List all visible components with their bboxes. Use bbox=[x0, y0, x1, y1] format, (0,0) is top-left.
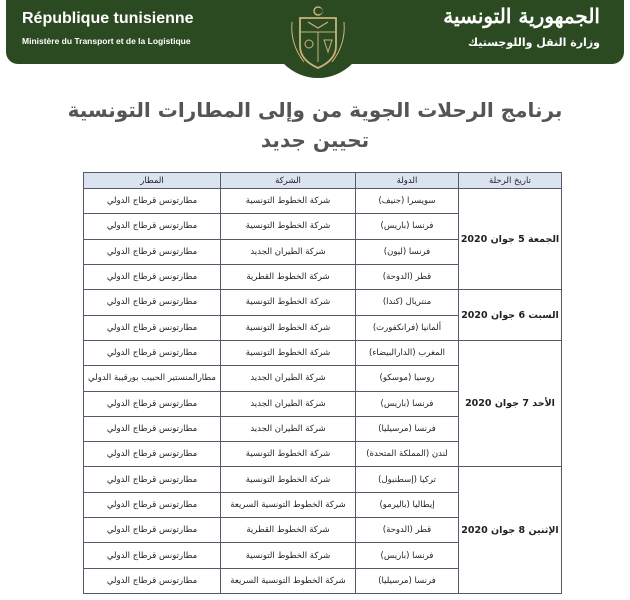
company-cell: شركة الطيران الجديد bbox=[221, 366, 356, 391]
company-cell: شركة الخطوط القطرية bbox=[221, 264, 356, 289]
table-row bbox=[84, 189, 562, 214]
country-cell: فرنسا (باريس) bbox=[356, 391, 459, 416]
flight-date-cell: السبت 6 جوان 2020 bbox=[459, 290, 562, 341]
document-subtitle: تحيين جديد bbox=[260, 128, 370, 152]
document-title: برنامج الرحلات الجوية من وإلى المطارات التونسية bbox=[67, 98, 563, 122]
country-cell: روسيا (موسكو) bbox=[356, 366, 459, 391]
company-cell: شركة الخطوط التونسية bbox=[221, 543, 356, 568]
header-airport: المطار bbox=[84, 173, 221, 189]
company-cell: شركة الخطوط التونسية السريعة bbox=[221, 492, 356, 517]
airport-cell: مطارتونس قرطاج الدولي bbox=[84, 543, 221, 568]
table-row bbox=[84, 290, 562, 315]
country-cell: فرنسا (ليون) bbox=[356, 239, 459, 264]
country-cell: قطر (الدوحة) bbox=[356, 518, 459, 543]
flight-date-cell: الإثنين 8 جوان 2020 bbox=[459, 467, 562, 594]
country-cell: منتريال (كندا) bbox=[356, 290, 459, 315]
airport-cell: مطارتونس قرطاج الدولي bbox=[84, 340, 221, 365]
airport-cell: مطارتونس قرطاج الدولي bbox=[84, 391, 221, 416]
header-date: تاريخ الرحلة bbox=[459, 173, 562, 189]
country-cell: سويسرا (جنيف) bbox=[356, 189, 459, 214]
company-cell: شركة الخطوط التونسية bbox=[221, 340, 356, 365]
airport-cell: مطارتونس قرطاج الدولي bbox=[84, 239, 221, 264]
flight-date-cell: الأحد 7 جوان 2020 bbox=[459, 340, 562, 467]
country-cell: إيطاليا (باليرمو) bbox=[356, 492, 459, 517]
banner-title-ar: الجمهورية التونسية bbox=[443, 4, 600, 28]
company-cell: شركة الخطوط التونسية bbox=[221, 189, 356, 214]
country-cell: تركيا (إسطنبول) bbox=[356, 467, 459, 492]
airport-cell: مطارالمنستير الحبيب بورقيبة الدولي bbox=[84, 366, 221, 391]
company-cell: شركة الطيران الجديد bbox=[221, 239, 356, 264]
airport-cell: مطارتونس قرطاج الدولي bbox=[84, 416, 221, 441]
company-cell: شركة الخطوط التونسية bbox=[221, 214, 356, 239]
country-cell: فرنسا (مرسيليا) bbox=[356, 568, 459, 593]
airport-cell: مطارتونس قرطاج الدولي bbox=[84, 442, 221, 467]
airport-cell: مطارتونس قرطاج الدولي bbox=[84, 568, 221, 593]
country-cell: قطر (الدوحة) bbox=[356, 264, 459, 289]
company-cell: شركة الخطوط التونسية bbox=[221, 290, 356, 315]
company-cell: شركة الخطوط التونسية bbox=[221, 315, 356, 340]
flight-date-cell: الجمعة 5 جوان 2020 bbox=[459, 189, 562, 290]
company-cell: شركة الطيران الجديد bbox=[221, 391, 356, 416]
airport-cell: مطارتونس قرطاج الدولي bbox=[84, 214, 221, 239]
country-cell: ألمانيا (فرانكفورت) bbox=[356, 315, 459, 340]
country-cell: المغرب (الدارالبيضاء) bbox=[356, 340, 459, 365]
company-cell: شركة الخطوط التونسية bbox=[221, 467, 356, 492]
airport-cell: مطارتونس قرطاج الدولي bbox=[84, 518, 221, 543]
table-header-row bbox=[84, 173, 562, 189]
table-row bbox=[84, 340, 562, 365]
banner-title-fr: République tunisienne bbox=[22, 10, 194, 27]
airport-cell: مطارتونس قرطاج الدولي bbox=[84, 315, 221, 340]
company-cell: شركة الطيران الجديد bbox=[221, 416, 356, 441]
country-cell: لندن (المملكة المتحدة) bbox=[356, 442, 459, 467]
table-row bbox=[84, 467, 562, 492]
country-cell: فرنسا (باريس) bbox=[356, 543, 459, 568]
banner-subtitle-ar: وزارة النقل واللوجستيك bbox=[467, 36, 600, 49]
company-cell: شركة الخطوط التونسية السريعة bbox=[221, 568, 356, 593]
airport-cell: مطارتونس قرطاج الدولي bbox=[84, 492, 221, 517]
banner-subtitle-fr: Ministère du Transport et de la Logistique bbox=[22, 36, 191, 46]
table-body bbox=[84, 189, 562, 594]
header-company: الشركة bbox=[221, 173, 356, 189]
header-country: الدولة bbox=[356, 173, 459, 189]
company-cell: شركة الخطوط التونسية bbox=[221, 442, 356, 467]
flight-schedule-table bbox=[83, 172, 561, 594]
airport-cell: مطارتونس قرطاج الدولي bbox=[84, 467, 221, 492]
tunisia-coat-of-arms-icon bbox=[286, 4, 350, 72]
airport-cell: مطارتونس قرطاج الدولي bbox=[84, 264, 221, 289]
country-cell: فرنسا (مرسيليا) bbox=[356, 416, 459, 441]
country-cell: فرنسا (باريس) bbox=[356, 214, 459, 239]
airport-cell: مطارتونس قرطاج الدولي bbox=[84, 290, 221, 315]
airport-cell: مطارتونس قرطاج الدولي bbox=[84, 189, 221, 214]
company-cell: شركة الخطوط القطرية bbox=[221, 518, 356, 543]
